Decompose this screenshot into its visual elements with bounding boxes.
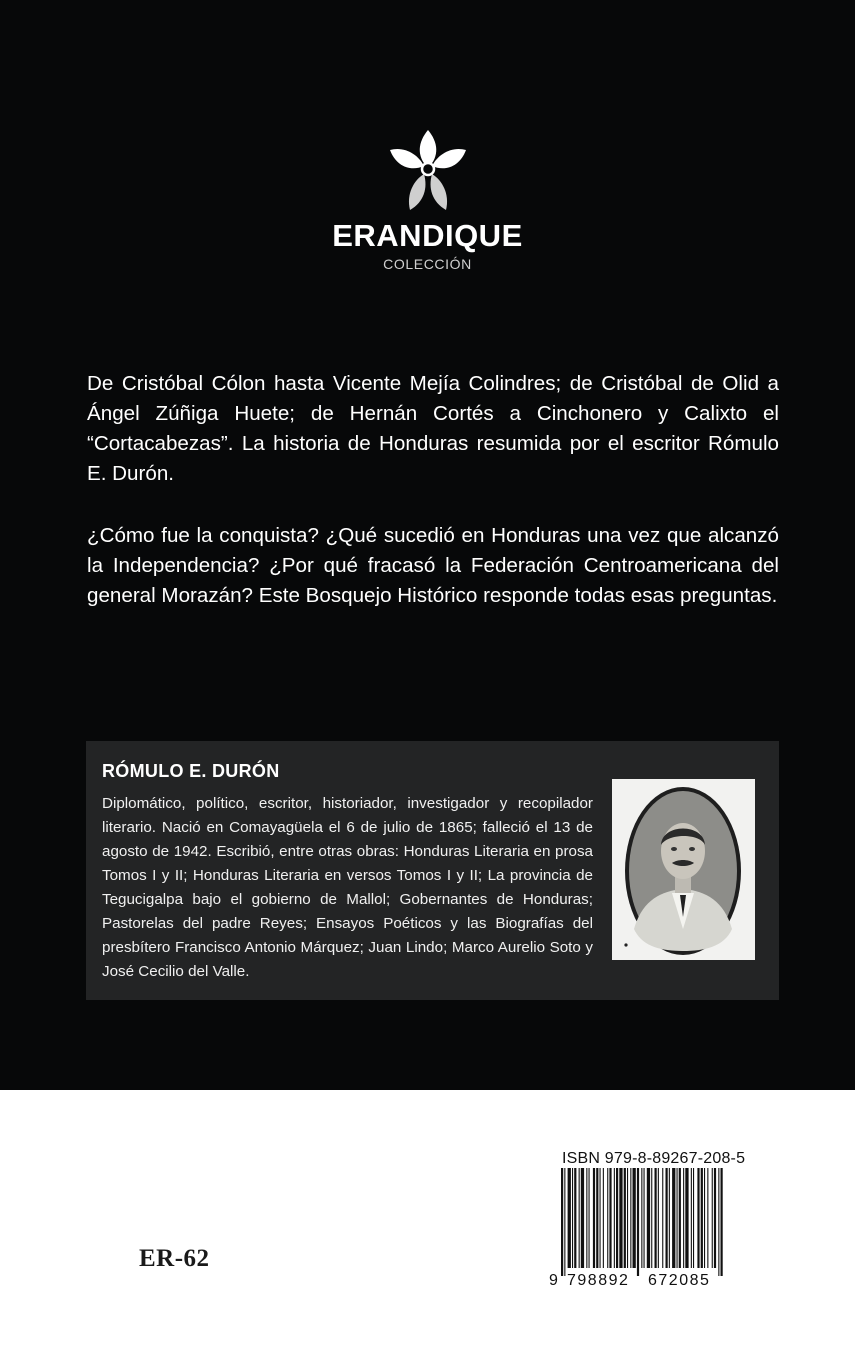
barcode-bar <box>691 1168 692 1268</box>
barcode-bar <box>619 1168 622 1268</box>
barcode-bar <box>641 1168 642 1268</box>
blurb-text-2: ¿Cómo fue la conquista? ¿Qué sucedió en Honduras una vez que alcanzó la Independencia? ¿Por qué fracasó la Federación Centroamericana del general Morazán? Este Bosquejo Histórico responde todas esas preguntas. <box>87 524 779 607</box>
white-flower-logo-icon <box>390 128 466 212</box>
barcode-bar <box>712 1168 713 1268</box>
isbn-label: ISBN 979-8-89267-208-5 <box>562 1150 746 1167</box>
barcode-bar <box>572 1168 573 1268</box>
barcode-bar <box>655 1168 657 1268</box>
barcode-bar <box>718 1168 719 1276</box>
barcode-bar <box>581 1168 584 1268</box>
barcode-bar <box>637 1168 639 1276</box>
barcode-bar <box>579 1168 580 1268</box>
barcode-bar <box>609 1168 611 1268</box>
barcode-bar <box>669 1168 670 1268</box>
publisher-brand-name: ERANDIQUE <box>332 218 523 253</box>
barcode-bar <box>679 1168 681 1268</box>
isbn-barcode <box>547 1168 727 1288</box>
barcode-bar <box>685 1168 688 1268</box>
barcode-digits-right: 672085 <box>648 1272 711 1288</box>
barcode-digit-lead: 9 <box>549 1272 558 1288</box>
barcode-digits-left: 798892 <box>567 1272 630 1288</box>
barcode-bar <box>714 1168 716 1268</box>
barcode-bar <box>647 1168 650 1268</box>
blurb-paragraph-2 <box>87 521 779 611</box>
barcode-bar <box>564 1168 565 1276</box>
barcode-bar <box>651 1168 652 1268</box>
barcode-bar <box>561 1168 563 1276</box>
barcode-bar <box>607 1168 608 1268</box>
publisher-collection-label: COLECCIÓN <box>383 256 472 272</box>
barcode-bar <box>633 1168 636 1268</box>
barcode-bar <box>683 1168 684 1268</box>
barcode-bar <box>693 1168 694 1268</box>
barcode-bar <box>600 1168 601 1268</box>
barcode-bar <box>596 1168 598 1268</box>
barcode-bar <box>624 1168 626 1268</box>
author-portrait-photo <box>612 779 755 960</box>
barcode-bar <box>697 1168 699 1268</box>
barcode-bar <box>630 1168 631 1268</box>
barcode-bar <box>721 1168 723 1276</box>
barcode-bar <box>574 1168 576 1268</box>
barcode-bar <box>603 1168 604 1268</box>
barcode-bar <box>627 1168 628 1268</box>
barcode-bar <box>658 1168 659 1268</box>
blurb-paragraph-1 <box>87 369 779 489</box>
barcode-bar <box>662 1168 663 1268</box>
author-name: RÓMULO E. DURÓN <box>102 761 280 781</box>
barcode-bar <box>707 1168 708 1268</box>
barcode-bar <box>677 1168 678 1268</box>
barcode-bar <box>568 1168 571 1268</box>
author-panel <box>86 741 779 1000</box>
barcode-bar <box>701 1168 703 1268</box>
barcode-bar <box>672 1168 675 1268</box>
barcode-bar <box>644 1168 645 1268</box>
author-bio: Diplomático, político, escritor, historiador, investigador y recopilador literario. Nació en Comayagüela el 6 de julio de 1865; falleció el 13 de agosto de 1942. Escribió, entre otras obras: Honduras Literaria en prosa Tomos I y II; Honduras Literaria en versos Tomos I y II; La provincia de Tegucigalpa bajo el gobierno de Mallol; Gobernantes de Honduras; Pastorelas del padre Reyes; Ensayos Poéticos y las Biografías del presbítero Francisco Antonio Márquez; Juan Lindo; Marco Aurelio Soto y José Cecilio del Valle. <box>102 795 593 980</box>
blurb-text-1: De Cristóbal Cólon hasta Vicente Mejía Colindres; de Cristóbal de Olid a Ángel Zúñiga Huete; de Hernán Cortés a Cinchonero y Calixto el “Cortacabezas”. La historia de Honduras resumida por el escritor Rómulo E. Durón. <box>87 372 779 485</box>
barcode-bar <box>589 1168 590 1268</box>
barcode-bar <box>614 1168 615 1268</box>
barcode-bar <box>704 1168 705 1268</box>
barcode-bar <box>586 1168 587 1268</box>
series-code: ER-62 <box>139 1245 210 1272</box>
barcode-bar <box>593 1168 595 1268</box>
publisher-logo <box>0 128 855 272</box>
barcode-bar <box>666 1168 668 1268</box>
barcode-bar <box>616 1168 618 1268</box>
